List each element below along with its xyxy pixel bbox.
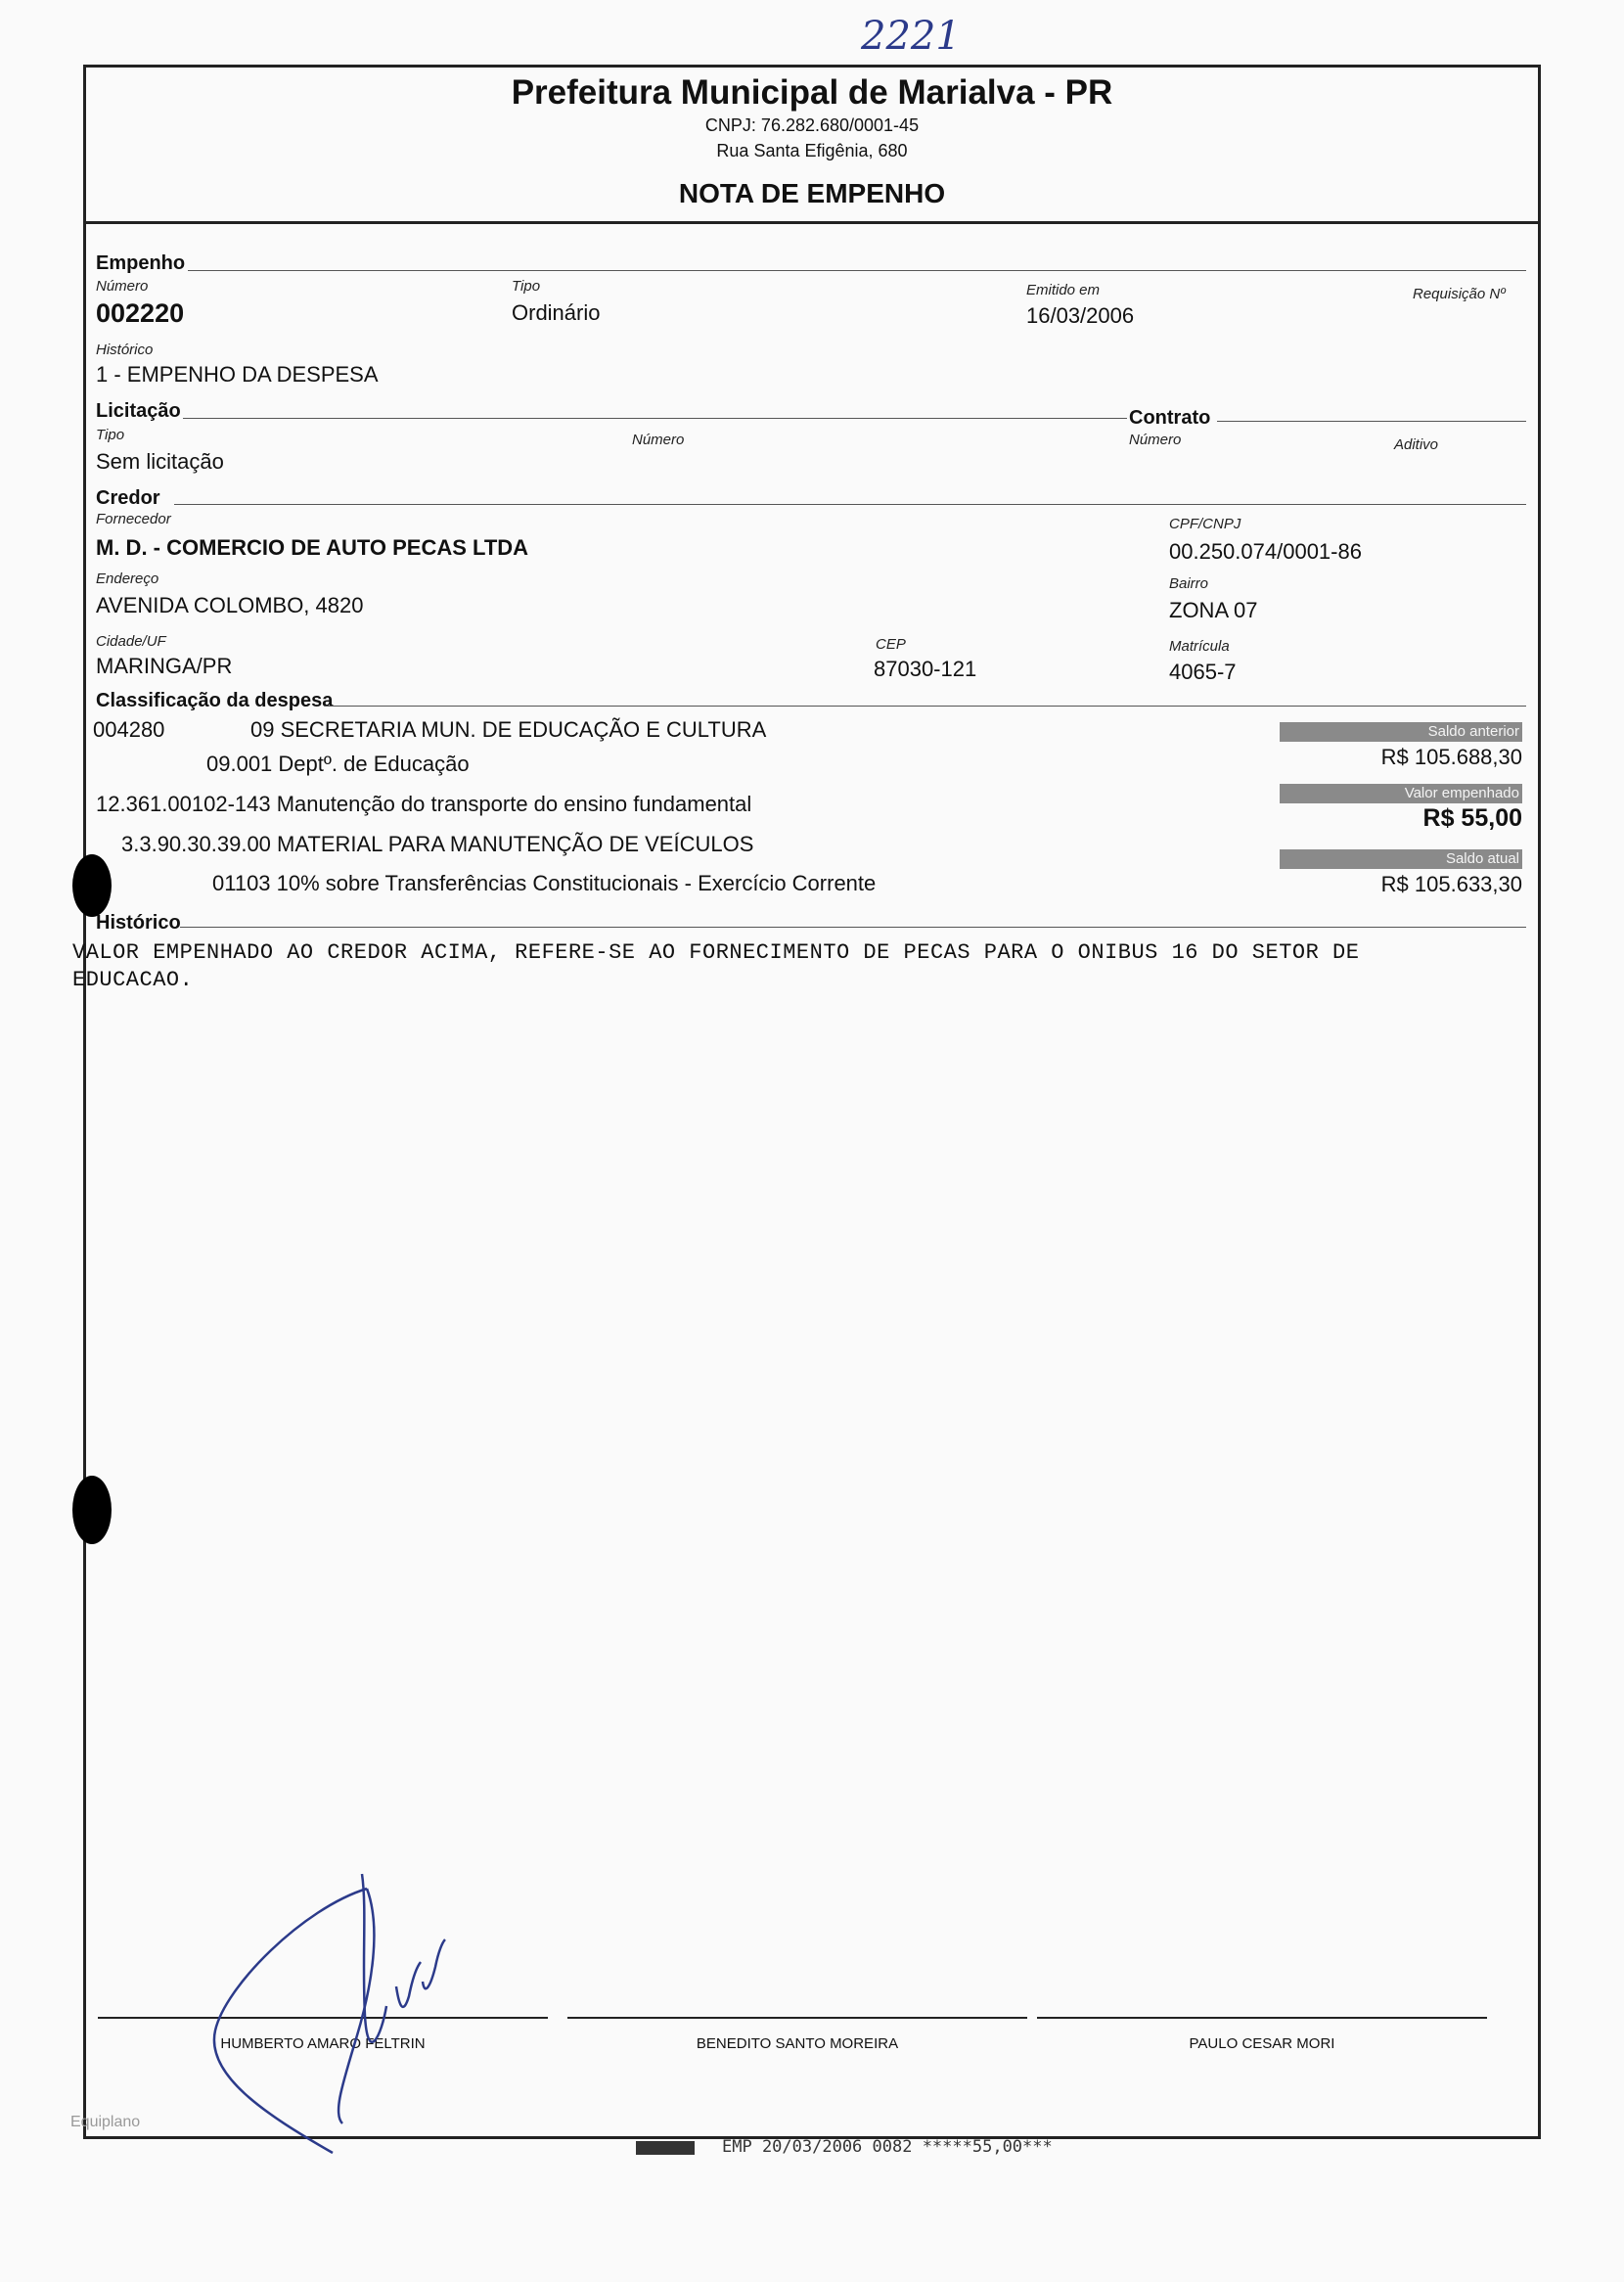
footer-brand: Equiplano: [70, 2114, 141, 2130]
licitacao-tipo-label: Tipo: [96, 427, 125, 443]
cidade-label: Cidade/UF: [96, 633, 166, 650]
stamp-logo: [636, 2141, 695, 2155]
municipality-title: Prefeitura Municipal de Marialva - PR: [511, 73, 1113, 112]
classificacao-line1: 09 SECRETARIA MUN. DE EDUCAÇÃO E CULTURA: [250, 717, 767, 742]
cep-value: 87030-121: [874, 657, 977, 681]
empenho-historico: 1 - EMPENHO DA DESPESA: [96, 362, 379, 387]
address-text: Rua Santa Efigênia, 680: [716, 141, 908, 160]
saldo-anterior-label: Saldo anterior: [1280, 722, 1522, 742]
empenho-rule: [188, 270, 1526, 271]
contrato-numero-label: Número: [1129, 432, 1182, 448]
contrato-rule: [1217, 421, 1526, 422]
signature-line-3: [1037, 2017, 1487, 2019]
tipo-label: Tipo: [512, 278, 541, 295]
numero-label: Número: [96, 278, 149, 295]
licitacao-numero-label: Número: [632, 432, 685, 448]
valor-empenhado-label: Valor empenhado: [1280, 784, 1522, 803]
historico-line2: EDUCACAO.: [72, 968, 194, 992]
fornecedor-label: Fornecedor: [96, 511, 171, 527]
classificacao-line4: 3.3.90.30.39.00 MATERIAL PARA MANUTENÇÃO DE VEÍCULOS: [121, 832, 754, 856]
bairro-value: ZONA 07: [1169, 598, 1258, 622]
aditivo-label: Aditivo: [1394, 436, 1439, 453]
section-licitacao: Licitação: [96, 400, 181, 422]
saldo-atual-label: Saldo atual: [1280, 849, 1522, 869]
stamp-text: EMP 20/03/2006 0082 *****55,00***: [722, 2137, 1053, 2157]
matricula-label: Matrícula: [1169, 638, 1230, 655]
handwritten-number: 2221: [861, 14, 961, 59]
classificacao-line5: 01103 10% sobre Transferências Constitucionais - Exercício Corrente: [212, 871, 877, 895]
emitido-date: 16/03/2006: [1026, 303, 1135, 328]
classificacao-code: 004280: [93, 717, 165, 742]
header-separator: [86, 221, 1538, 224]
requisicao-label: Requisição Nº: [1413, 286, 1506, 302]
historico-line1: VALOR EMPENHADO AO CREDOR ACIMA, REFERE-SE AO FORNECIMENTO DE PECAS PARA O ONIBUS 16 DO SETOR DE: [72, 940, 1360, 965]
fornecedor-name: M. D. - COMERCIO DE AUTO PECAS LTDA: [96, 535, 529, 560]
document-title: NOTA DE EMPENHO: [678, 178, 946, 208]
historico-rule: [180, 927, 1526, 928]
endereco-label: Endereço: [96, 570, 159, 587]
saldo-anterior-value: R$ 105.688,30: [1380, 745, 1522, 769]
empenho-tipo: Ordinário: [512, 300, 601, 325]
signature-name-3: PAULO CESAR MORI: [1189, 2035, 1335, 2052]
cep-label: CEP: [876, 636, 906, 653]
binder-hole-top: [72, 854, 112, 917]
licitacao-rule: [183, 418, 1127, 419]
matricula-value: 4065-7: [1169, 660, 1237, 684]
binder-hole-bottom: [72, 1476, 112, 1544]
classificacao-rule: [325, 706, 1526, 707]
valor-empenhado-value: R$ 55,00: [1422, 804, 1522, 832]
handwritten-signature: [186, 1869, 499, 2163]
signature-name-1: HUMBERTO AMARO FELTRIN: [220, 2035, 426, 2052]
licitacao-tipo: Sem licitação: [96, 449, 224, 474]
empenho-number: 002220: [96, 298, 185, 328]
saldo-atual-value: R$ 105.633,30: [1380, 872, 1522, 896]
cidade-value: MARINGA/PR: [96, 654, 233, 678]
section-contrato: Contrato: [1129, 407, 1211, 429]
emitido-label: Emitido em: [1026, 282, 1101, 298]
classificacao-line2: 09.001 Deptº. de Educação: [206, 752, 470, 776]
credor-rule: [174, 504, 1526, 505]
cnpj-text: CNPJ: 76.282.680/0001-45: [704, 115, 920, 135]
section-credor: Credor: [96, 487, 160, 509]
section-classificacao: Classificação da despesa: [96, 690, 334, 711]
section-empenho: Empenho: [96, 252, 186, 274]
signature-name-2: BENEDITO SANTO MOREIRA: [696, 2035, 899, 2052]
endereco-value: AVENIDA COLOMBO, 4820: [96, 593, 364, 617]
classificacao-line3: 12.361.00102-143 Manutenção do transporte do ensino fundamental: [96, 792, 752, 816]
bairro-label: Bairro: [1169, 575, 1209, 592]
signature-line-2: [567, 2017, 1027, 2019]
historico-label: Histórico: [96, 342, 154, 358]
section-historico: Histórico: [96, 912, 181, 934]
cpf-value: 00.250.074/0001-86: [1169, 539, 1362, 564]
cpf-label: CPF/CNPJ: [1169, 516, 1241, 532]
